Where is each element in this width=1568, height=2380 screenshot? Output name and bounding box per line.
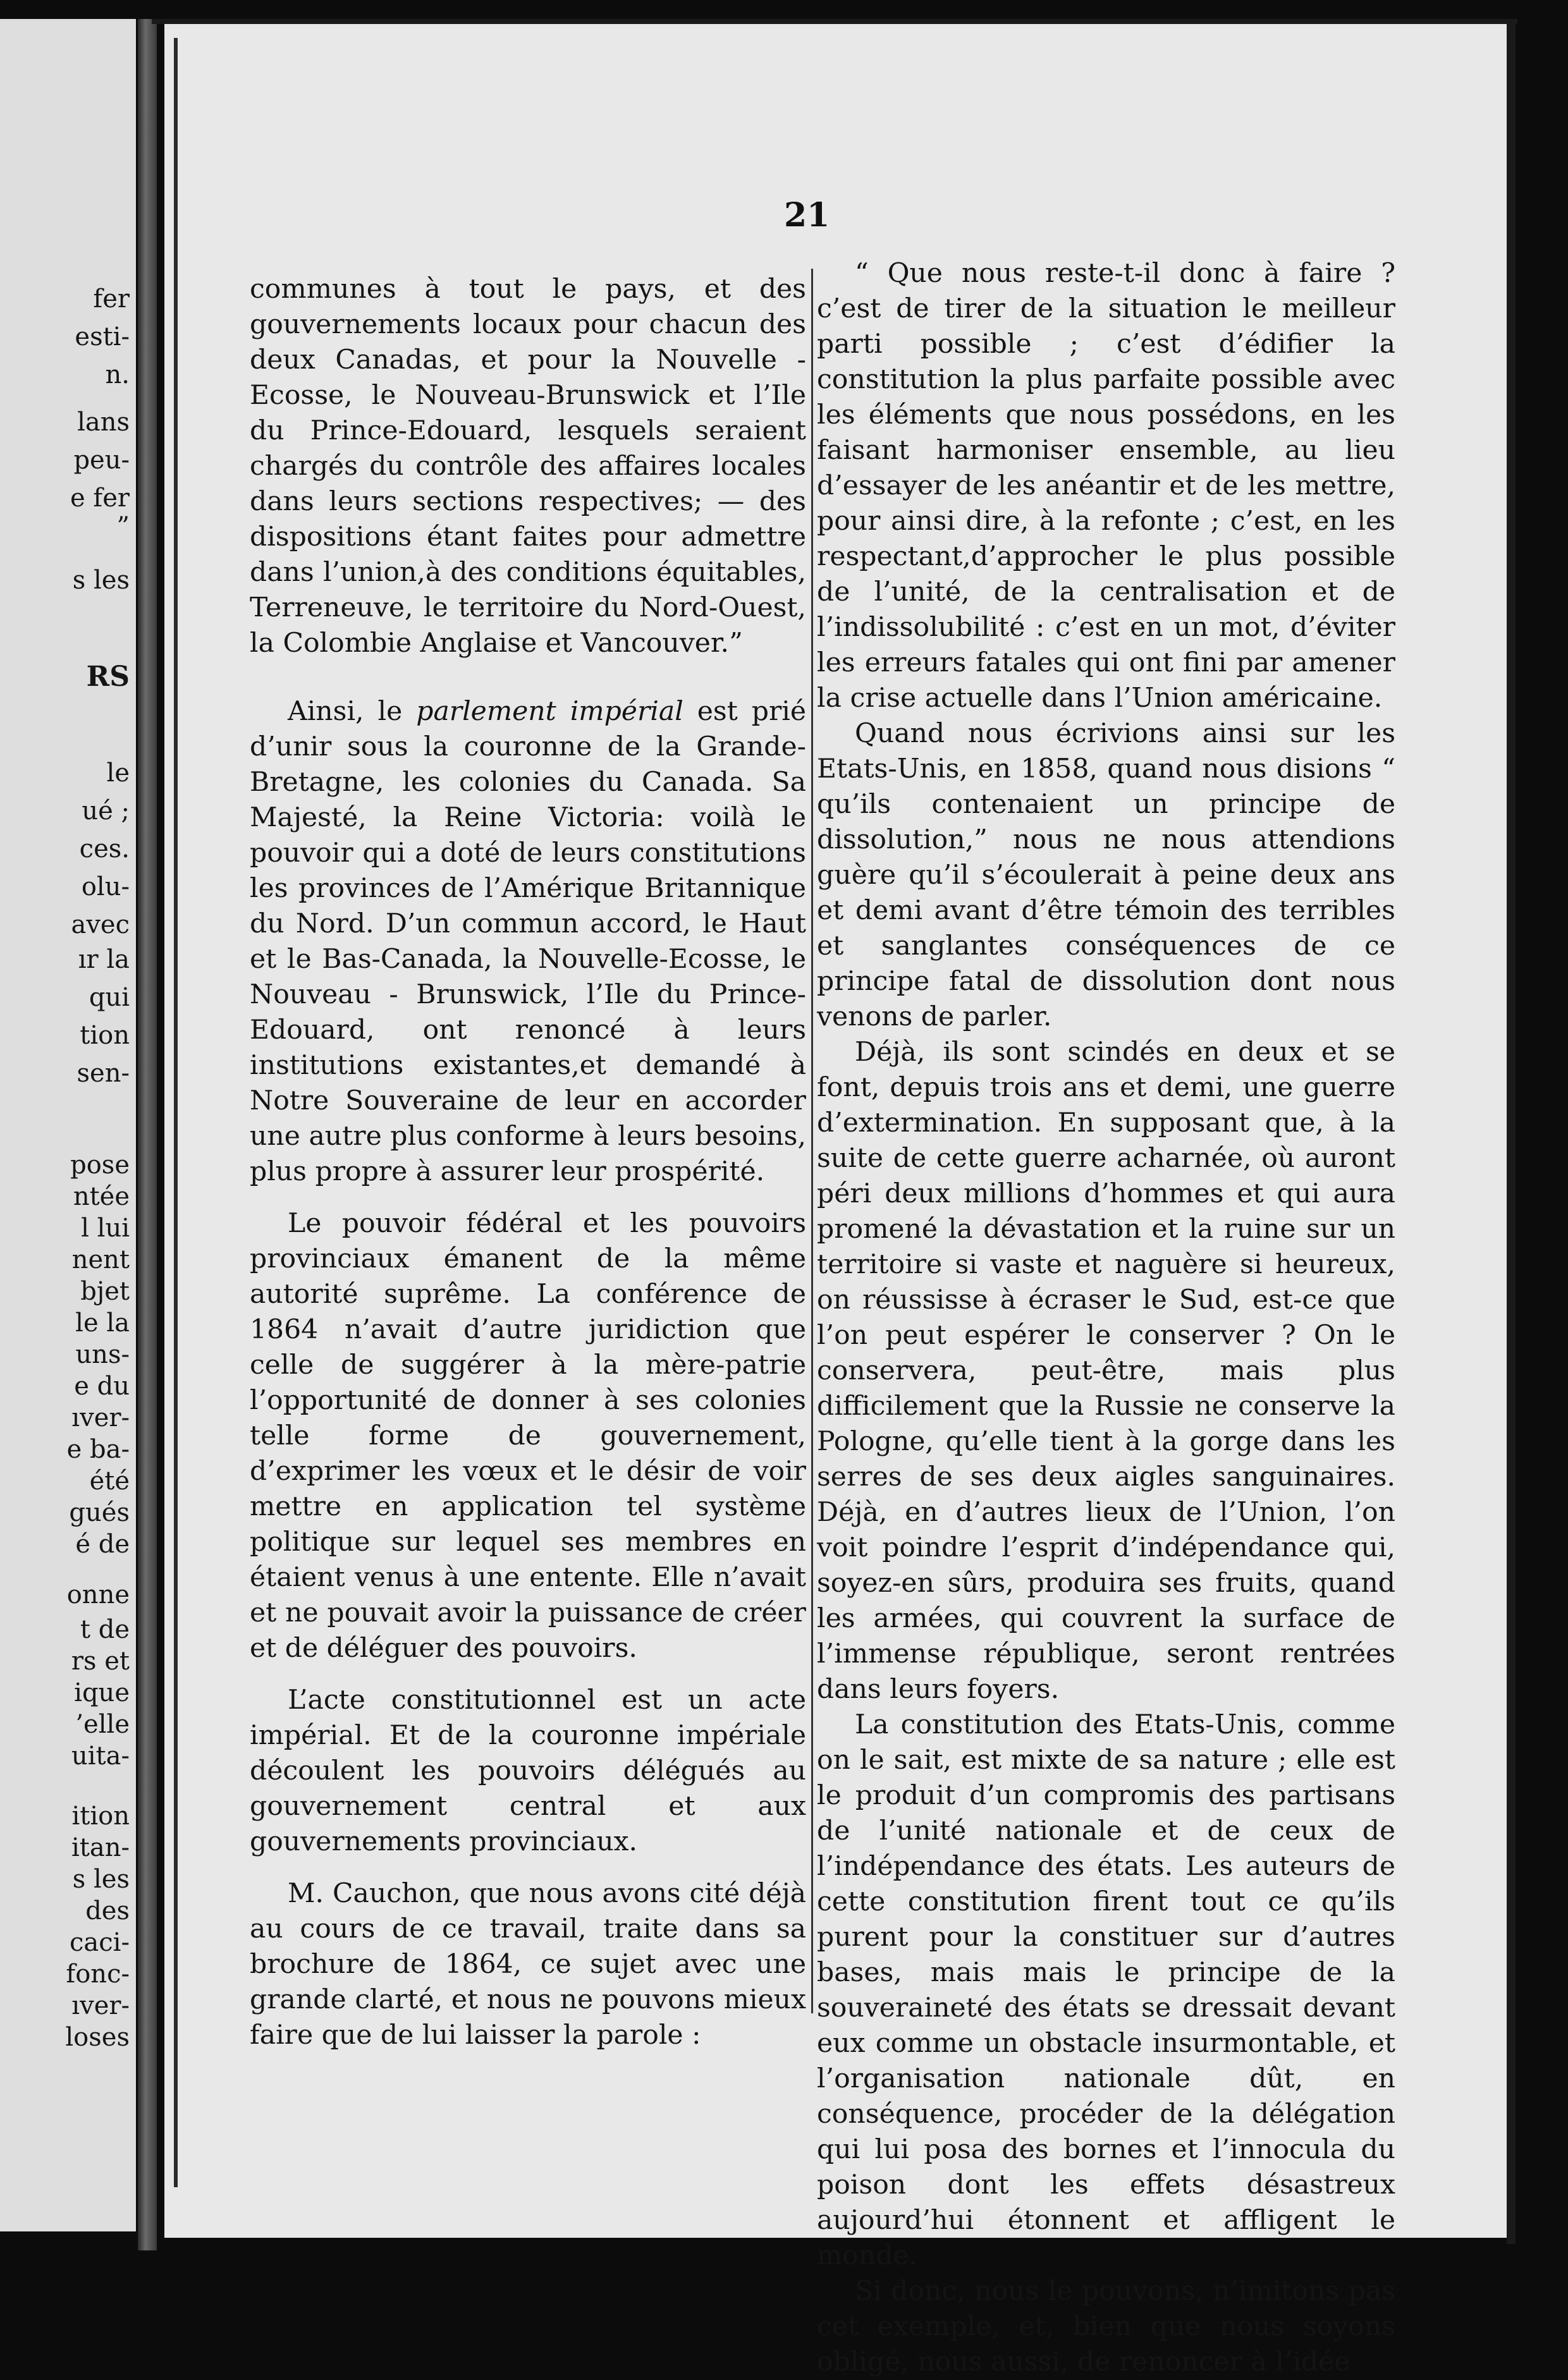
left-page-fragment: peu- — [73, 446, 130, 475]
left-page-fragment: loses — [65, 2023, 130, 2052]
left-page-fragment: des — [85, 1896, 130, 1925]
left-page-fragment: uns- — [75, 1340, 130, 1369]
left-page-fragment: n. — [105, 360, 130, 389]
paragraph: L’acte constitutionnel est un acte impérial. Et de la couronne impériale découlent les pouvoirs délégués au gouvernement central et aux gouvernements provinciaux. — [250, 1685, 806, 1857]
paragraph: M. Cauchon, que nous avons cité déjà au cours de ce travail, traite dans sa brochure de 1864, ce sujet avec une grande clarté, et nous ne pouvons mieux faire que de lui laisser la parole : — [250, 1878, 806, 2051]
paragraph: communes à tout le pays, et des gouvernements locaux pour chacun des deux Canadas, et pour la Nouvelle - Ecosse, le Nouveau-Brunswick et l’Ile du Prince-Edouard, lesquels seraient chargés du contrôle des affaires locales dans leurs sections respectives; — des dispositions étant faites pour admettre dans l’union,à des conditions équitables, Terreneuve, le territoire du Nord-Ouest, la Colombie Anglaise et Vancouver.” — [250, 274, 806, 659]
left-page-fragment: rs et — [71, 1647, 130, 1676]
left-page-fragment: e du — [74, 1372, 130, 1401]
left-page-fragment: le — [106, 759, 130, 788]
left-page-fragment: é de — [75, 1530, 130, 1559]
paragraph: Déjà, ils sont scindés en deux et se font, depuis trois ans et demi, une guerre d’extermination. En supposant que, à la suite de cette guerre acharnée, où auront péri deux millions d’hommes et qui aura promené la dévastation et la ruine sur un territoire si vaste et naguère si heureux, on réussisse à écraser le Sud, est-ce que l’on peut espérer le conserver ? On le conservera, peut-être, mais plus difficilement que la Russie ne conserve la Pologne, qu’elle tient à la gorge dans les serres de ses deux aigles sanguinaires. Déjà, en d’autres lieux de l’Union, l’on voit poindre l’esprit d’indépendance qui, soyez-en sûrs, produira ses fruits, quand les armées, qui couvrent la surface de l’immense république, seront rentrées dans leurs foyers. — [817, 1037, 1395, 1705]
left-text-column — [250, 272, 806, 2053]
left-page-fragment: gués — [69, 1498, 130, 1527]
left-page-fragment: avec — [71, 910, 130, 939]
left-page-fragment: ition — [71, 1802, 130, 1831]
left-page-fragment: olu- — [81, 872, 130, 901]
left-page-fragment: ces. — [79, 834, 130, 864]
left-page-fragment: ’elle — [75, 1710, 130, 1739]
left-page-fragment: itan- — [71, 1833, 130, 1862]
text-run: est prié d’unir sous la couronne de la Grande-Bretagne, les colonies du Canada. Sa Majesté, la Reine Victoria: voilà le pouvoir qui a doté de leurs constitutions les provinces de l’Amérique Britannique du Nord. D’un commun accord, le Haut et le Bas-Canada, la Nouvelle-Ecosse, le Nouveau - Brunswick, l’Ile du Prince-Edouard, ont renoncé à leurs institutions existantes,et demandé à Notre Souveraine de leur en accorder une autre plus conforme à leurs besoins, plus propre à assurer leur prospérité. — [250, 696, 807, 1187]
left-page-fragment: ıver- — [71, 1403, 130, 1432]
emphasis-text: parlement impérial — [416, 696, 683, 727]
paragraph — [250, 694, 806, 1190]
left-page-fragment: ” — [116, 512, 130, 541]
left-page-fragment: qui — [89, 983, 130, 1012]
left-page-fragment: t de — [80, 1615, 130, 1644]
left-page-fragment: e fer — [70, 484, 130, 513]
paragraph: Si donc, nous le pouvons, n’imitons pas cet exemple, et, bien que nous soyons obligé, nous aussi, de renoncer à l’idée — [817, 2276, 1395, 2377]
left-page-fragment: ır la — [78, 945, 130, 974]
left-page-fragment: bjet — [80, 1277, 130, 1306]
column-divider-rule — [811, 269, 813, 2013]
left-page-fragment: fonc- — [66, 1960, 130, 1989]
left-page-fragment: s les — [72, 1865, 130, 1894]
left-page-fragment: l lui — [81, 1214, 130, 1243]
page-top-edge — [152, 19, 1517, 24]
left-page-fragment: lans — [77, 408, 130, 437]
paragraph: “ Que nous reste-t-il donc à faire ? c’est de tirer de la situation le meilleur parti possible ; c’est d’édifier la constitution la plus parfaite possible avec les éléments que nous possédons, en les faisant harmoniser ensemble, au lieu d’essayer de les anéantir et de les mettre, pour ainsi dire, à la refonte ; c’est, en les respectant,d’approcher le plus possible de l’unité, de la centralisation et de l’indissolubilité : c’est en un mot, d’éviter les erreurs fatales qui ont fini par amener la crise actuelle dans l’Union américaine. — [817, 258, 1395, 714]
left-page-fragment: été — [89, 1467, 130, 1496]
left-page-fragment: e ba- — [66, 1435, 130, 1464]
left-page-fragment: tion — [80, 1021, 130, 1050]
left-page-fragment: sen- — [77, 1059, 130, 1088]
left-page-fragment: pose — [70, 1150, 130, 1180]
left-page-fragment: ué ; — [82, 796, 130, 826]
paragraph: Le pouvoir fédéral et les pouvoirs provinciaux émanent de la même autorité suprême. La conférence de 1864 n’avait d’autre juridiction que celle de suggérer à la mère-patrie l’opportunité de donner à ses colonies telle forme de gouvernement, d’exprimer les vœux et le désir de voir mettre en application tel système politique sur lequel ses membres en étaient venus à une entente. Elle n’avait et ne pouvait avoir la puissance de créer et de déléguer des pouvoirs. — [250, 1208, 806, 1664]
left-page-fragment: esti- — [75, 322, 130, 351]
left-page-fragment: uita- — [71, 1742, 130, 1771]
left-page-fragment: fer — [93, 284, 130, 314]
left-page-fragment: RS — [86, 661, 130, 693]
left-page-fragment: le la — [75, 1309, 130, 1338]
page-number: 21 — [784, 196, 830, 235]
text-run: Ainsi, le — [288, 696, 417, 727]
left-page-fragment: ntée — [73, 1182, 130, 1211]
left-page-fragment: caci- — [70, 1928, 130, 1957]
page-left-rule — [174, 38, 178, 2187]
page-right-edge — [1507, 19, 1516, 2244]
left-page-fragment: ıver- — [71, 1991, 130, 2020]
left-page-fragment: nent — [71, 1245, 130, 1274]
left-page-fragment: onne — [66, 1580, 130, 1609]
left-page-fragment: ique — [74, 1678, 130, 1707]
paragraph: Quand nous écrivions ainsi sur les Etats-Unis, en 1858, quand nous disions “ qu’ils contenaient un principe de dissolution,” nous ne nous attendions guère qu’il s’écoulerait à peine deux ans et demi avant d’être témoin des terribles et sanglantes conséquences de ce principe fatal de dissolution dont nous venons de parler. — [817, 718, 1395, 1032]
paragraph: La constitution des Etats-Unis, comme on le sait, est mixte de sa nature ; elle est le produit d’un compromis des partisans de l’unité nationale et de ceux de l’indépendance des états. Les auteurs de cette constitution firent tout ce qu’ils purent pour la constituer sur d’autres bases, mais mais le principe de la souveraineté des états se dressait devant eux comme un obstacle insurmontable, et l’organisation nationale dût, en conséquence, procéder de la délégation qui lui posa des bornes et l’innocula du poison dont les effets désastreux aujourd’hui étonnent et affligent le monde. — [817, 1709, 1395, 2271]
left-page-gutter — [138, 19, 157, 2250]
left-page-fragment: s les — [72, 566, 130, 595]
right-text-column — [817, 256, 1395, 2380]
